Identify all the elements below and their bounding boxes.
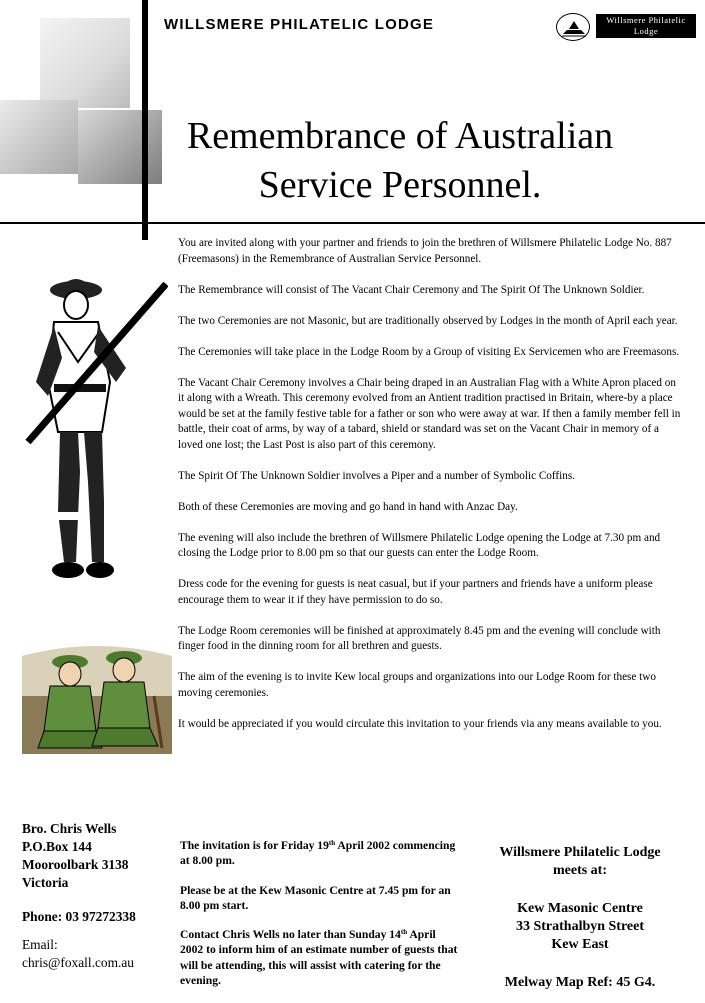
meets-line1: Willsmere Philatelic Lodge	[499, 845, 661, 860]
venue-name: Kew Masonic Centre	[517, 901, 643, 916]
paragraph: The two Ceremonies are not Masonic, but are traditionally observed by Lodges in the month of April each year.	[178, 314, 678, 327]
logo-text-box	[596, 14, 696, 38]
horizontal-rule	[0, 222, 705, 224]
rsvp-note: Contact Chris Wells no later than Sunday 14th April 2002 to inform him of an estimate number of guests that will be attending, this will assist with catering for the evening.	[180, 928, 458, 988]
paragraph: The aim of the evening is to invite Kew local groups and organizations into our Lodge Room for these two moving ceremonies.	[178, 671, 656, 699]
decorative-square-light	[40, 18, 130, 108]
paragraph: Both of these Ceremonies are moving and go hand in hand with Anzac Day.	[178, 500, 518, 513]
paragraph: The Vacant Chair Ceremony involves a Chair being draped in an Australian Flag with a White Apron placed on it along with a Wreath. This ceremony evolved from an Antient tradition practised in Britain, where-by a place would be set at the family festive table for a father or son who were away at war. If then a family member fell in battle, their coat of arms, by way of a tabard, shield or standard was set on the Vacant Chair in memory of a loved one lost; the Last Post is also part of this ceremony.	[178, 376, 681, 451]
logo-text-line1: Willsmere Philatelic	[606, 15, 686, 25]
paragraph: It would be appreciated if you would circulate this invitation to your friends via any means available to you.	[178, 717, 662, 730]
venue-street: 33 Strathalbyn Street	[515, 919, 645, 934]
invitation-body	[178, 236, 682, 748]
melway-ref: Melway Map Ref: 45 G4.	[504, 975, 656, 990]
paragraph: The Spirit Of The Unknown Soldier involves a Piper and a number of Symbolic Coffins.	[178, 469, 576, 482]
contact-po-box: P.O.Box 144	[22, 839, 92, 854]
two-seated-soldiers-illustration	[22, 636, 172, 754]
paragraph: You are invited along with your partner and friends to join the brethren of Willsmere Philatelic Lodge No. 887 (Freemasons) in the Remembrance of Australian Service Personnel.	[178, 237, 672, 265]
paragraph: The Lodge Room ceremonies will be finished at approximately 8.45 pm and the evening will conclude with finger food in the dinning room for all brethren and guests.	[178, 624, 661, 652]
postal-address	[22, 820, 172, 892]
lodge-logo-icon	[556, 13, 590, 41]
contact-phone: Phone: 03 97272338	[22, 909, 136, 924]
paragraph: Dress code for the evening for guests is neat casual, but if your partners and friends have a uniform please encourage them to wear it if they have permission to do so.	[178, 578, 653, 606]
contact-email-block	[22, 936, 172, 972]
meets-line2: meets at:	[552, 863, 608, 878]
event-details	[180, 838, 458, 1002]
lodge-logo	[556, 12, 698, 40]
page-title	[150, 112, 650, 210]
contact-suburb: Mooroolbark 3138	[22, 857, 129, 872]
contact-block	[22, 820, 172, 972]
title-line2: Service Personnel.	[258, 164, 542, 206]
paragraph: The evening will also include the brethren of Willsmere Philatelic Lodge opening the Lodge at 7.30 pm and closing the Lodge prior to 8.00 pm so that our guests can enter the Lodge Room.	[178, 531, 661, 559]
email-label: Email:	[22, 937, 58, 952]
logo-text-line2: Lodge	[633, 26, 659, 36]
vertical-rule	[142, 0, 148, 240]
meeting-location	[476, 844, 684, 992]
lodge-header: WILLSMERE PHILATELIC LODGE	[164, 16, 435, 33]
contact-state: Victoria	[22, 875, 69, 890]
paragraph: The Remembrance will consist of The Vacant Chair Ceremony and The Spirit Of The Unknown Soldier.	[178, 283, 645, 296]
venue-suburb: Kew East	[551, 937, 609, 952]
soldier-with-rifle-illustration	[18, 272, 168, 590]
arrival-time: Please be at the Kew Masonic Centre at 7.45 pm for an 8.00 pm start.	[180, 883, 451, 912]
invitation-date: The invitation is for Friday 19th April 2002 commencing at 8.00 pm.	[180, 839, 456, 868]
contact-name: Bro. Chris Wells	[22, 821, 117, 836]
decorative-square-mid	[0, 100, 78, 174]
paragraph: The Ceremonies will take place in the Lodge Room by a Group of visiting Ex Servicemen who are Freemasons.	[178, 345, 680, 358]
title-line1: Remembrance of Australian	[186, 115, 614, 157]
email-link[interactable]: chris@foxall.com.au	[22, 955, 134, 970]
